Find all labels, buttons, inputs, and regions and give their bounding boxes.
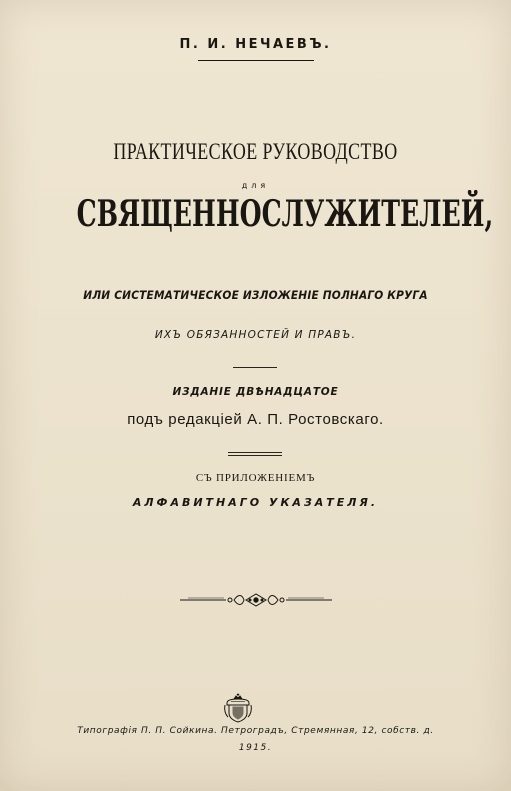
- double-divider-bottom: [228, 455, 282, 456]
- title-connector: для: [241, 181, 270, 190]
- appendix-line-1: СЪ ПРИЛОЖЕНІЕМЪ: [195, 472, 316, 484]
- subtitle-line-2: ИХЪ ОБЯЗАННОСТЕЙ И ПРАВЪ.: [154, 329, 357, 341]
- author-underline: [198, 60, 314, 61]
- author-name: П. И. НЕЧАЕВЪ.: [179, 37, 332, 52]
- publication-year: 1915.: [238, 743, 273, 753]
- crest-icon: [223, 693, 253, 723]
- edition-label: ИЗДАНІЕ ДВѢНАДЦАТОЕ: [172, 386, 339, 398]
- title-line-2: СВЯЩЕННОСЛУЖИТЕЛЕЙ,: [76, 193, 494, 235]
- subtitle-line-1: ИЛИ СИСТЕМАТИЧЕСКОЕ ИЗЛОЖЕНІЕ ПОЛНАГО КРУГА: [83, 288, 428, 302]
- section-divider: [233, 367, 277, 368]
- editor-credit: подъ редакціей А. П. Ростовскаго.: [127, 411, 384, 428]
- appendix-line-2: АЛФАВИТНАГО УКАЗАТЕЛЯ.: [132, 496, 379, 509]
- title-line-1: ПРАКТИЧЕСКОЕ РУКОВОДСТВО: [113, 139, 398, 164]
- ornament-divider-icon: [180, 592, 332, 608]
- printer-imprint: Типографія П. П. Сойкина. Петроградъ, Стремянная, 12, собств. д.: [77, 726, 434, 736]
- double-divider-top: [228, 452, 282, 453]
